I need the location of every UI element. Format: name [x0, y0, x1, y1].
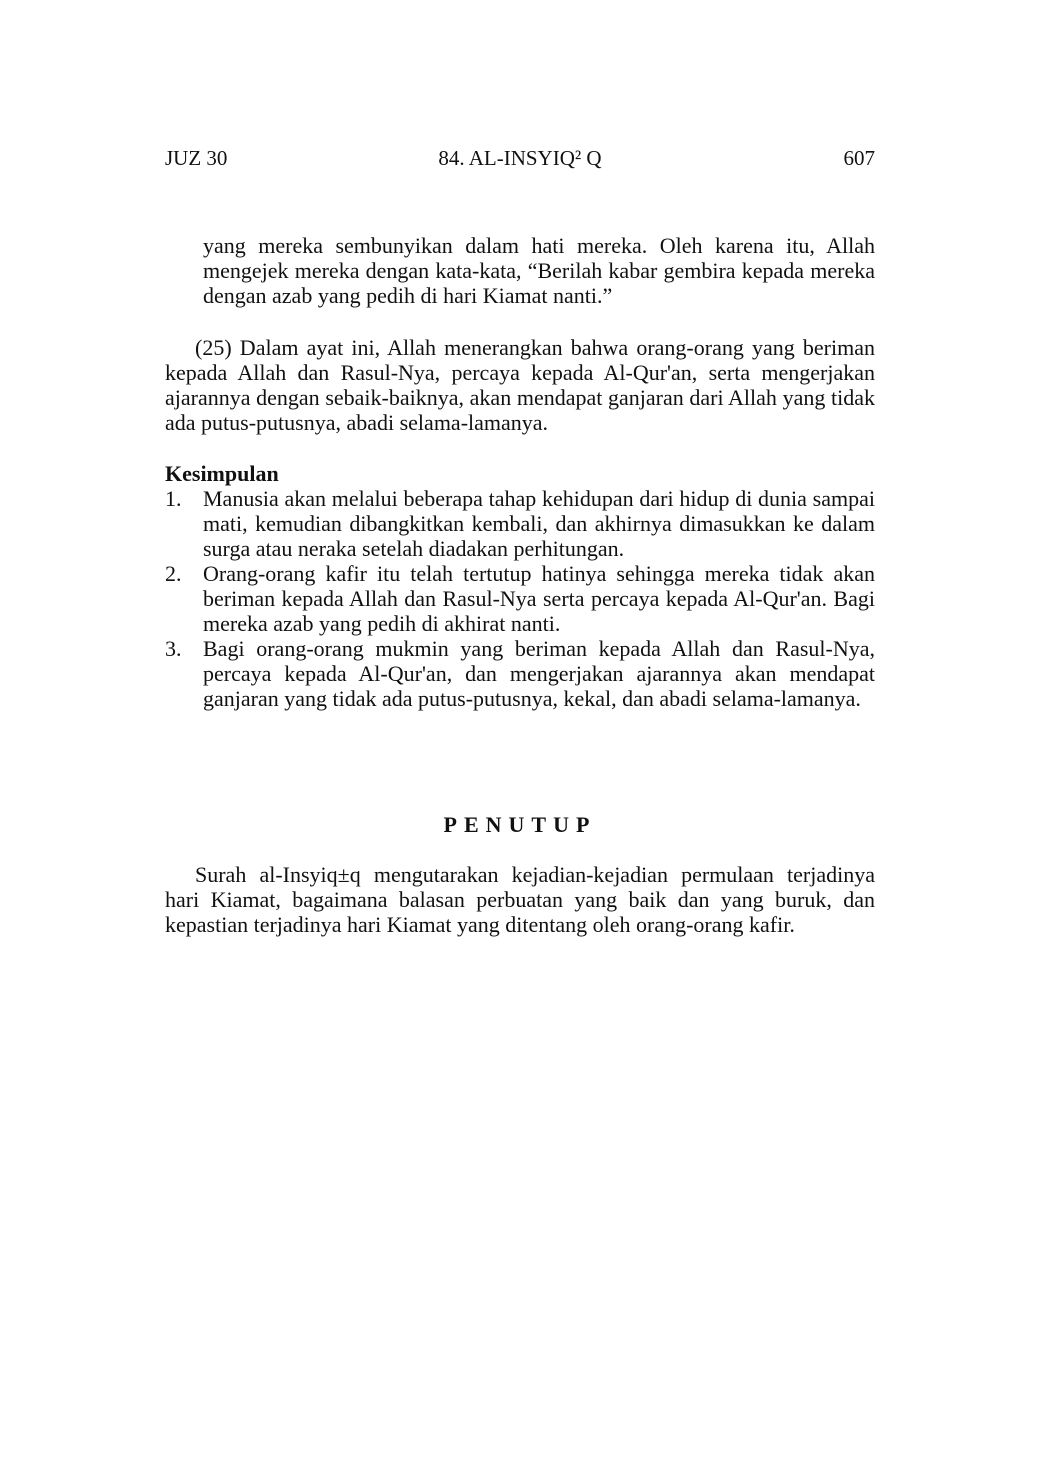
conclusion-list [165, 486, 875, 711]
list-item [165, 636, 875, 711]
list-item [165, 486, 875, 561]
closing-paragraph: Surah al-Insyiq±q mengutarakan kejadian-kejadian permulaan terjadinya hari Kiamat, bagaimana balasan perbuatan yang baik dan yang buruk, dan kepastian terjadinya hari Kiamat yang ditentang oleh orang-orang kafir. [165, 862, 875, 937]
surah-title: 84. AL-INSYIQ² Q [438, 146, 602, 170]
list-item-text: Bagi orang-orang mukmin yang beriman kepada Allah dan Rasul-Nya, percaya kepada Al-Qur'an, dan mengerjakan ajarannya akan mendapat ganjaran yang tidak ada putus-putusnya, kekal, dan abadi selama-lamanya. [203, 636, 875, 711]
conclusion-heading: Kesimpulan [165, 461, 279, 486]
list-item-number: 1. [165, 486, 182, 511]
continuation-paragraph: yang mereka sembunyikan dalam hati mereka. Oleh karena itu, Allah mengejek mereka dengan kata-kata, “Berilah kabar gembira kepada mereka dengan azab yang pedih di hari Kiamat nanti.” [203, 233, 875, 308]
list-item-number: 2. [165, 561, 182, 586]
verse-25-paragraph: (25) Dalam ayat ini, Allah menerangkan bahwa orang-orang yang beriman kepada Allah dan Rasul-Nya, percaya kepada Al-Qur'an, serta mengerjakan ajarannya dengan sebaik-baiknya, akan mendapat ganjaran dari Allah yang tidak ada putus-putusnya, abadi selama-lamanya. [165, 335, 875, 435]
closing-title: PENUTUP [443, 812, 597, 837]
list-item [165, 561, 875, 636]
list-item-number: 3. [165, 636, 182, 661]
page-number: 607 [843, 146, 875, 170]
list-item-text: Orang-orang kafir itu telah tertutup hatinya sehingga mereka tidak akan beriman kepada Allah dan Rasul-Nya serta percaya kepada Al-Qur'an. Bagi mereka azab yang pedih di akhirat nanti. [203, 561, 875, 636]
juz-label: JUZ 30 [165, 146, 228, 170]
list-item-text: Manusia akan melalui beberapa tahap kehidupan dari hidup di dunia sampai mati, kemudian dibangkitkan kembali, dan akhirnya dimasukkan ke dalam surga atau neraka setelah diadakan perhitungan. [203, 486, 875, 561]
page-header [165, 146, 875, 174]
